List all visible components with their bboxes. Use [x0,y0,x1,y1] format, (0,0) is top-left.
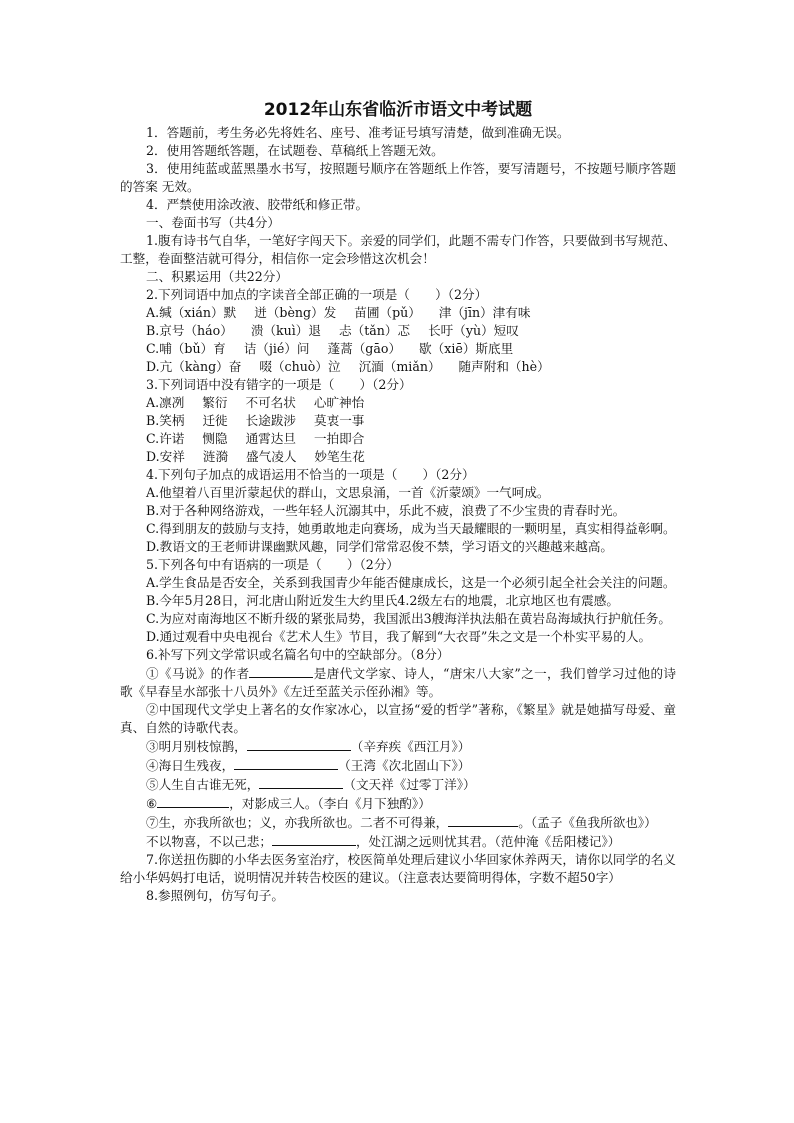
answer-blank[interactable] [157,794,229,808]
item-text: ⑥ [146,796,158,811]
item-text: 是唐代文学家、诗人，“唐宋八大家”之一，我们曾学习过他的诗歌《早春呈水部张十八员外》《左迁至蓝关示侄孙湘》等。 [120,666,676,699]
option-part: 随声附和（hè） [458,359,550,374]
item-text: （辛弃疾《西江月》） [350,739,471,754]
question-6-item-1 [120,664,676,701]
question-4-option-b: B.对于各种网络游戏，一些年轻人沉溺其中，乐此不疲，浪费了不少宝贵的青春时光。 [146,503,626,518]
question-6-stem: 6.补写下列文学常识或名篇名句中的空缺部分。（8分） [146,647,450,662]
option-part: 津（jīn）津有味 [438,305,531,320]
instruction-2: 2．使用答题纸答题，在试题卷、草稿纸上答题无效。 [146,143,444,158]
question-5-option-b: B.今年5月28日，河北唐山附近发生大约里氏4.2级左右的地震，北京地区也有震感。 [146,593,619,608]
section-heading-1: 一、卷面书写（共4分） [146,215,280,230]
question-2-option-c [120,340,676,358]
item-text: ⑦生，亦我所欲也；义，亦我所欲也。二者不可得兼， [146,815,449,830]
answer-blank[interactable] [249,664,313,678]
option-part: B.笑柄 [146,413,185,428]
answer-blank[interactable] [448,813,518,827]
option-part: B.京号（háo） [146,323,233,338]
option-part: 长途跋涉 [245,413,297,428]
question-4-option-a: A.他望着八百里沂蒙起伏的群山，文思泉涌，一首《沂蒙颂》一气呵成。 [146,485,550,500]
question-6-item-7 [120,813,676,832]
question-3-option-c [120,430,676,448]
option-part: 啜（chuò）泣 [259,359,341,374]
question-3-stem: 3.下列词语中没有错字的一项是（ ）（2分） [146,377,412,392]
exam-page [120,98,676,905]
question-5-stem: 5.下列各句中有语病的一项是（ ）（2分） [146,557,400,572]
question-6-item-5 [120,775,676,794]
option-part: C.哺（bǔ）育 [146,341,226,356]
question-2-stem: 2.下列词语中加点的字读音全部正确的一项是（ ）（2分） [146,287,488,302]
question-6-item-2: ②中国现代文学史上著名的女作家冰心，以宣扬“爱的哲学”著称，《繁星》就是她描写母爱、童真、自然的诗歌代表。 [120,702,676,735]
question-3-option-b [120,412,676,430]
question-2-option-a [120,304,676,322]
question-7: 7.你送扭伤脚的小华去医务室治疗，校医简单处理后建议小华回家休养两天，请你以同学的名义给小华妈妈打电话，说明情况并转告校医的建议。（注意表达要简明得体，字数不超50字） [120,852,676,885]
option-part: 繁衍 [202,395,228,410]
option-part: C.许诺 [146,431,185,446]
option-part: A.凛冽 [146,395,185,410]
question-1: 1.腹有诗书气自华，一笔好字闯天下。亲爱的同学们，此题不需专门作答，只要做到书写规范、工整，卷面整洁就可得分，相信你一定会珍惜这次机会！ [120,233,676,266]
question-6-item-4 [120,756,676,775]
option-part: 不可名状 [245,395,296,410]
question-3-option-d [120,448,676,466]
option-part: 盛气凌人 [246,449,297,464]
option-part: 溃（kuì）退 [250,323,321,338]
question-5-option-d: D.通过观看中央电视台《艺术人生》节目，我了解到“大衣哥”朱之文是一个朴实平易的人。 [146,629,652,644]
option-part: 迁徙 [202,413,228,428]
answer-blank[interactable] [259,775,343,789]
item-text: 。（孟子《鱼我所欲也》） [518,815,657,830]
question-5-option-a: A.学生食品是否安全，关系到我国青少年能否健康成长，这是一个必须引起全社会关注的问题。 [146,575,676,590]
section-heading-2: 二、积累运用（共22分） [146,269,288,284]
question-6-item-6 [120,794,676,813]
option-part: 沉湎（miǎn） [358,359,441,374]
instruction-3: 3．使用纯蓝或蓝黑墨水书写，按照题号顺序在答题纸上作答，要写清题号，不按题号顺序答题的答案 无效。 [120,161,676,194]
question-2-option-b [120,322,676,340]
item-text: ，对影成三人。（李白《月下独酌》） [229,796,431,811]
answer-blank[interactable] [247,737,351,751]
option-part: 莫衷一事 [314,413,365,428]
question-4-stem: 4.下列句子加点的成语运用不恰当的一项是（ ）（2分） [146,467,475,482]
option-part: 通霄达旦 [245,431,296,446]
question-5-option-c: C.为应对南海地区不断升级的紧张局势，我国派出3艘海洋执法船在黄岩岛海域执行护航任务。 [146,611,671,626]
option-part: 苗圃（pǔ） [354,305,421,320]
item-text: ③明月别枝惊鹊， [146,739,247,754]
option-part: 蓬蒿（gāo） [327,341,402,356]
page-title: 2012年山东省临沂市语文中考试题 [263,100,533,120]
question-3-option-a [120,394,676,412]
option-part: 歇（xiē）斯底里 [419,341,514,356]
question-4-option-c: C.得到朋友的鼓励与支持，她勇敢地走向赛场，成为当天最耀眼的一颗明星，真实相得益彰啊。 [146,521,676,536]
answer-blank[interactable] [272,832,356,846]
option-part: 涟漪 [202,449,229,464]
item-text: （文天祥《过零丁洋》） [343,777,476,792]
answer-blank[interactable] [234,756,338,770]
question-6-item-8 [120,832,676,851]
option-part: 迸（bèng）发 [254,305,337,320]
instruction-1: 1．答题前，考生务必先将姓名、座号、准考证号填写清楚，做到准确无误。 [146,125,570,140]
option-part: 妙笔生花 [314,449,365,464]
question-2-option-d [120,358,676,376]
question-4-option-d: D.教语文的王老师讲课幽默风趣，同学们常常忍俊不禁，学习语文的兴趣越来越高。 [146,539,614,554]
option-part: D.亢（kàng）奋 [146,359,242,374]
option-part: 忐（tǎn）忑 [339,323,411,338]
item-text: ⑤人生自古谁无死， [146,777,260,792]
item-text: ①《马说》的作者 [146,666,250,681]
question-6-item-3 [120,737,676,756]
option-part: 心旷神怡 [313,395,365,410]
option-part: D.安祥 [146,449,185,464]
item-text: 不以物喜，不以己悲； [146,834,272,849]
option-part: 长吁（yù）短叹 [428,323,519,338]
option-part: 恻隐 [202,431,228,446]
option-part: 一拍即合 [313,431,365,446]
item-text: ，处江湖之远则忧其君。（范仲淹《岳阳楼记》） [355,834,621,849]
question-8: 8.参照例句，仿写句子。 [146,888,284,903]
item-text: ④海日生残夜， [146,758,235,773]
item-text: （王湾《次北固山下》） [338,758,471,773]
option-part: A.缄（xián）默 [146,305,237,320]
instruction-4: 4．严禁使用涂改液、胶带纸和修正带。 [146,197,369,212]
option-part: 诘（jié）问 [243,341,310,356]
